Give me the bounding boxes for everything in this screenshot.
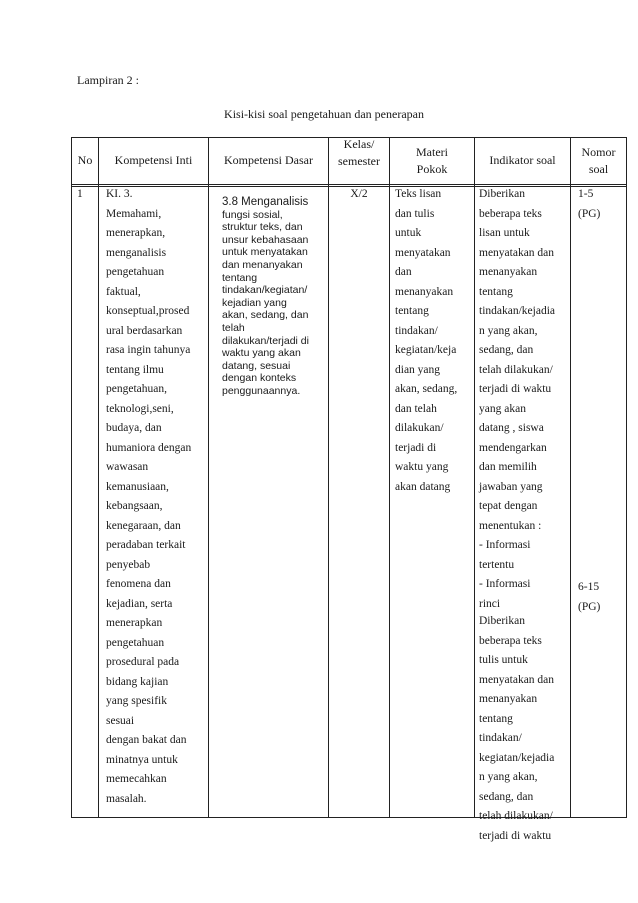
table-border [98,137,99,818]
header-nomor-soal [571,144,626,178]
kompetensi-inti-line: wawasan [106,461,149,473]
kompetensi-inti-line: tentang ilmu [106,363,164,376]
indikator-line: tulis untuk [479,654,528,666]
kompetensi-dasar-line: tentang [222,271,258,284]
indikator-line: tindakan/kejadia [479,305,555,317]
indikator-line: beberapa teks [479,207,542,220]
kompetensi-inti-line: penyebab [106,558,151,571]
kompetensi-dasar-line: datang, sesuai [222,359,291,372]
header-kompetensi-dasar: Kompetensi Dasar [224,153,313,167]
indikator-line: terjadi di waktu [479,829,552,842]
kompetensi-dasar-line: untuk menyatakan [222,246,308,259]
materi-pokok-line: menanyakan [395,285,454,298]
indikator-line: yang akan [479,402,526,415]
header-kelas-line: semester [338,154,380,168]
table-border [626,137,627,818]
kompetensi-inti-line: pengetahuan [106,266,165,278]
indikator-line: telah dilakukan/ [479,810,553,822]
indikator-line: menentukan : [479,519,542,532]
indikator-line: Diberikan [479,188,525,200]
materi-pokok-line: dilakukan/ [395,422,444,434]
table-border [71,137,72,818]
nomor-soal-line: (PG) [578,600,601,613]
kelas-semester-cell: X/2 [350,188,368,200]
indikator-line: - Informasi [479,578,531,590]
kompetensi-inti-line: kebangsaan, [106,500,163,512]
nomor-soal-cell [578,185,600,224]
indikator-line: tentang [479,712,513,725]
kompetensi-inti-line: teknologi,seni, [106,402,174,415]
indikator-line: menyatakan dan [479,673,555,686]
kompetensi-inti-line: Memahami, [106,207,162,220]
appendix-label: Lampiran 2 : [77,73,139,87]
table-border [208,137,209,818]
materi-pokok-line: dan tulis [395,207,435,220]
header-no: No [77,153,93,167]
kompetensi-dasar-cell [222,196,322,398]
kompetensi-inti-line: dengan bakat dan [106,734,187,746]
indikator-line: n yang akan, [479,771,538,783]
kompetensi-dasar-line: tindakan/kegiatan/ [222,284,308,297]
table-border [389,137,390,818]
kompetensi-inti-line: memecahkan [106,773,167,785]
kompetensi-dasar-line: 3.8 Menganalisis [222,196,309,208]
nomor-soal-line: (PG) [578,207,601,220]
kompetensi-inti-line: sesuai [106,714,135,727]
indikator-line: tepat dengan [479,500,538,512]
kompetensi-inti-line: humaniora dengan [106,441,192,454]
kompetensi-inti-line: KI. 3. [106,188,133,200]
kompetensi-inti-line: budaya, dan [106,422,162,434]
kompetensi-dasar-line: telah [222,321,245,334]
materi-pokok-line: Teks lisan [395,188,442,200]
table-border [328,137,329,818]
header-materi-pokok [390,144,474,178]
kompetensi-inti-line: kejadian, serta [106,597,173,610]
kompetensi-inti-line: menerapkan [106,617,163,629]
indikator-line: tertentu [479,558,515,571]
kompetensi-inti-line: rasa ingin tahunya [106,344,191,356]
indikator-line: sedang, dan [479,790,534,803]
materi-pokok-line: menyatakan [395,246,451,259]
kompetensi-dasar-line: waktu yang akan [222,347,301,360]
indikator-line: terjadi di waktu [479,383,552,395]
kompetensi-inti-line: peradaban terkait [106,539,186,551]
kompetensi-inti-cell [106,185,208,809]
kompetensi-dasar-line: akan, sedang, dan [222,309,309,322]
materi-pokok-line: tindakan/ [395,324,438,337]
indikator-line: datang , siswa [479,422,544,434]
materi-pokok-line: akan, sedang, [395,383,458,395]
kompetensi-inti-line: yang spesifik [106,695,168,707]
kompetensi-dasar-line: struktur teks, dan [222,221,303,234]
indikator-line: menanyakan [479,266,538,278]
header-materi-line: Materi [416,145,448,159]
header-kelas-semester [329,136,389,170]
nomor-soal-line: 6-15 [578,581,600,593]
indikator-line: telah dilakukan/ [479,363,553,376]
indikator-line: lisan untuk [479,227,530,239]
materi-pokok-line: akan datang [395,480,451,493]
materi-pokok-line: waktu yang [395,461,449,473]
kompetensi-inti-line: menganalisis [106,246,167,259]
row-number: 1 [77,188,83,200]
materi-pokok-line: dian yang [395,363,441,376]
kompetensi-inti-line: pengetahuan, [106,383,167,395]
header-nomor-line: Nomor [581,145,616,159]
indikator-soal-cell [479,612,569,846]
kompetensi-inti-line: bidang kajian [106,675,169,688]
materi-pokok-line: tentang [395,305,429,317]
materi-pokok-line: terjadi di [395,441,437,454]
kompetensi-inti-line: masalah. [106,792,147,805]
indikator-line: sedang, dan [479,344,534,356]
header-kompetensi-inti: Kompetensi Inti [114,153,193,167]
indikator-line: tentang [479,285,513,298]
indikator-line: n yang akan, [479,324,538,337]
kompetensi-inti-line: menerapkan, [106,227,166,239]
kompetensi-inti-line: prosedural pada [106,656,180,668]
kompetensi-dasar-line: unsur kebahasaan [222,233,309,246]
materi-pokok-line: kegiatan/keja [395,344,457,356]
indikator-line: jawaban yang [479,480,543,493]
indikator-line: beberapa teks [479,634,542,647]
kompetensi-dasar-line: dan menanyakan [222,258,303,271]
header-nomor-line: soal [588,162,609,176]
kompetensi-inti-line: fenomena dan [106,578,171,590]
header-indikator-soal: Indikator soal [489,153,556,167]
table-border [474,137,475,818]
kompetensi-dasar-line: dengan konteks [222,372,297,385]
document-title: Kisi-kisi soal pengetahuan dan penerapan [224,107,424,121]
kompetensi-inti-line: minatnya untuk [106,753,178,766]
indikator-line: kegiatan/kejadia [479,751,555,764]
kompetensi-dasar-line: fungsi sosial, [222,208,283,221]
materi-pokok-cell [395,185,473,497]
header-kelas-line: Kelas/ [343,137,375,151]
kompetensi-inti-line: ural berdasarkan [106,324,183,337]
kompetensi-dasar-line: kejadian yang [222,296,287,309]
indikator-line: menyatakan dan [479,246,555,259]
table-border [570,137,571,818]
kompetensi-inti-line: faktual, [106,285,141,298]
indikator-line: rinci [479,597,501,610]
nomor-soal-line: 1-5 [578,188,594,200]
kompetensi-inti-line: konseptual,prosed [106,305,190,317]
indikator-line: mendengarkan [479,441,547,454]
materi-pokok-line: untuk [395,227,422,239]
indikator-line: tindakan/ [479,732,522,744]
indikator-line: Diberikan [479,615,525,627]
materi-pokok-line: dan telah [395,402,437,415]
nomor-soal-cell [578,578,600,617]
indikator-line: dan memilih [479,461,537,473]
kompetensi-inti-line: pengetahuan [106,636,165,649]
header-materi-line: Pokok [416,162,448,176]
indikator-line: - Informasi [479,539,531,551]
indikator-soal-cell [479,185,569,614]
indikator-line: menanyakan [479,693,538,705]
kompetensi-inti-line: kenegaraan, dan [106,519,181,532]
kompetensi-inti-line: kemanusiaan, [106,480,169,493]
kompetensi-dasar-line: dilakukan/terjadi di [222,334,309,347]
materi-pokok-line: dan [395,266,412,278]
kompetensi-dasar-line: penggunaannya. [222,384,301,397]
